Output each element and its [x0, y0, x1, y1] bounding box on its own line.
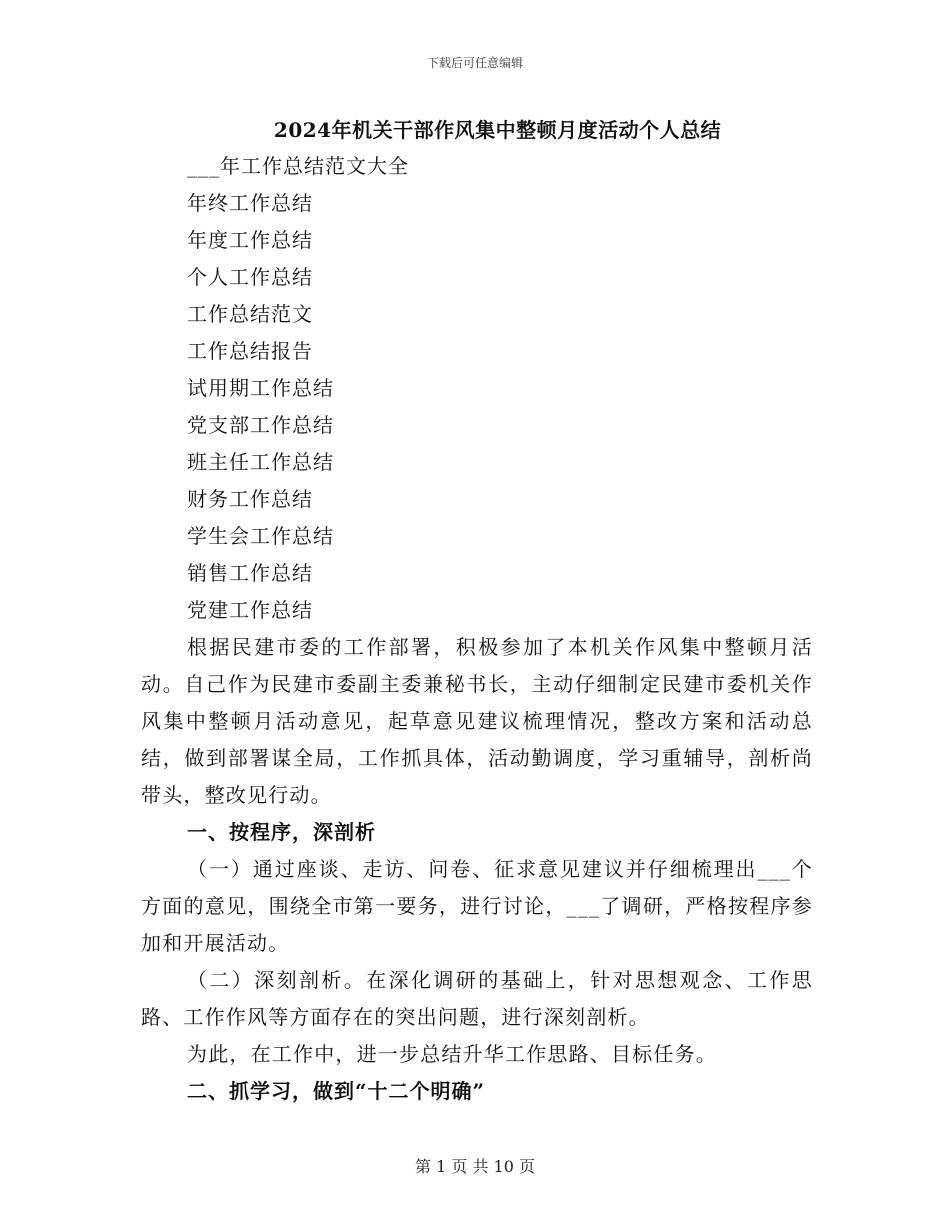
toc-item: 个人工作总结	[187, 265, 313, 289]
toc-list	[187, 148, 409, 629]
section1-paragraph-2: （二）深刻剖析。在深化调研的基础上，针对思想观念、工作思路、工作作风等方面存在的突出问题，进行深刻剖析。	[141, 968, 813, 1029]
section-heading-2: 二、抓学习，做到“十二个明确”	[187, 1079, 486, 1103]
toc-item: 年度工作总结	[187, 228, 313, 252]
section1-paragraph-3: 为此，在工作中，进一步总结升华工作思路、目标任务。	[187, 1042, 717, 1066]
toc-item: 年终工作总结	[187, 191, 313, 215]
toc-item: 党支部工作总结	[187, 413, 334, 437]
toc-item: 班主任工作总结	[187, 450, 334, 474]
toc-item: 学生会工作总结	[187, 524, 334, 548]
toc-item: 工作总结报告	[187, 339, 313, 363]
document-title: 2024年机关干部作风集中整顿月度活动个人总结	[273, 118, 722, 142]
page-footer: 第 1 页 共 10 页	[415, 1157, 535, 1176]
section1-paragraph-1: （一）通过座谈、走访、问卷、征求意见建议并仔细梳理出___个方面的意见，围绕全市第一要务，进行讨论，___了调研，严格按程序参加和开展活动。	[141, 857, 813, 955]
toc-item: 工作总结范文	[187, 302, 313, 326]
toc-item: 财务工作总结	[187, 487, 313, 511]
toc-item: ___年工作总结范文大全	[187, 154, 409, 178]
intro-paragraph: 根据民建市委的工作部署，积极参加了本机关作风集中整顿月活动。自己作为民建市委副主委兼秘书长，主动仔细制定民建市委机关作风集中整顿月活动意见，起草意见建议梳理情况，整改方案和活动总结，做到部署谋全局，工作抓具体，活动勤调度，学习重辅导，剖析尚带头，整改见行动。	[141, 635, 813, 807]
toc-item: 党建工作总结	[187, 598, 313, 622]
header-note: 下载后可任意编辑	[426, 56, 523, 70]
toc-item: 销售工作总结	[187, 561, 313, 585]
section-heading-1: 一、按程序，深剖析	[187, 820, 376, 844]
toc-item: 试用期工作总结	[187, 376, 334, 400]
